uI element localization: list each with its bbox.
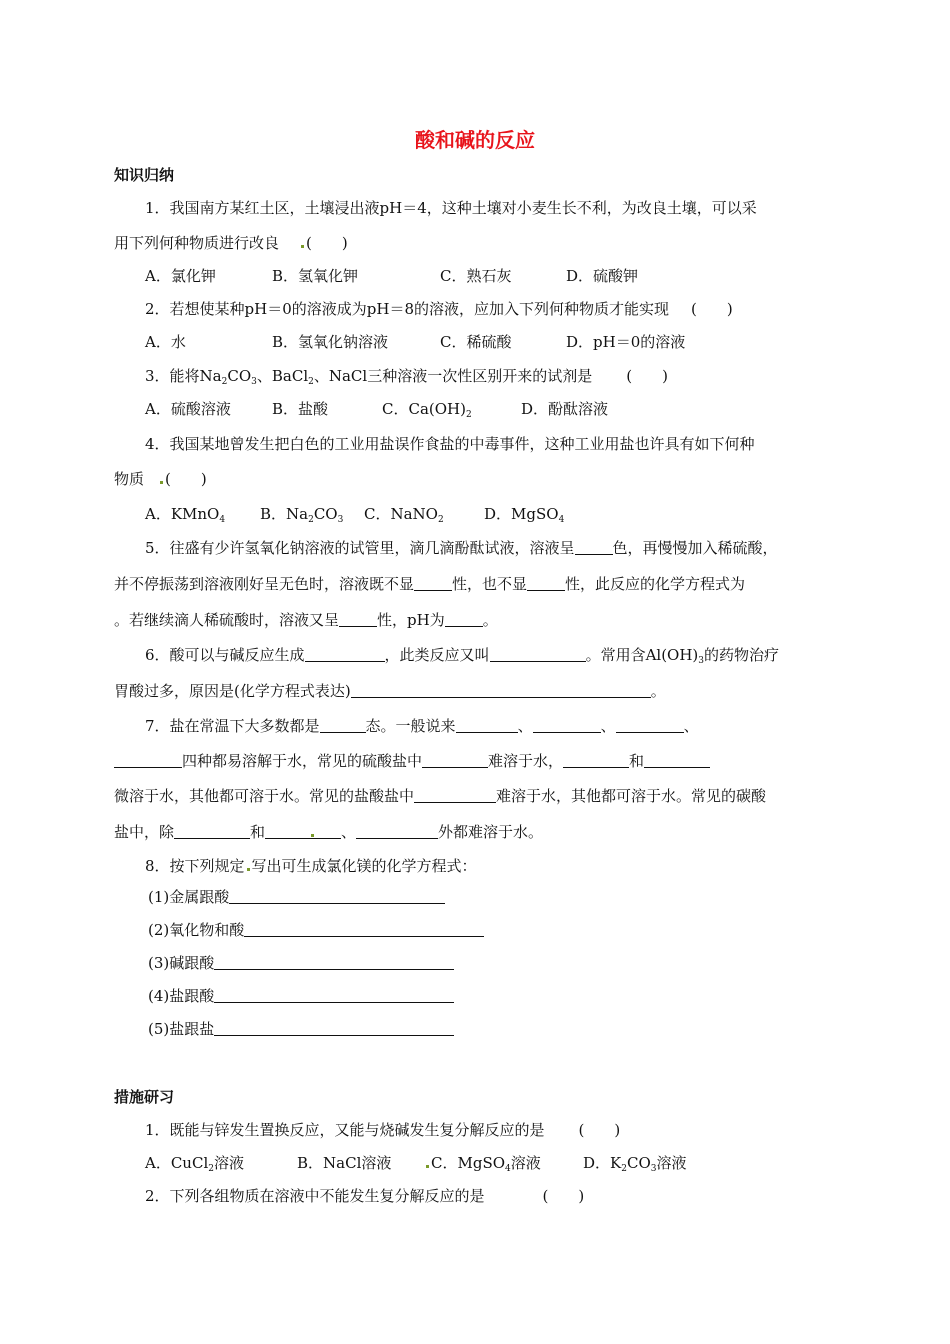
q7-blank-chloride-insoluble[interactable]: [414, 786, 496, 803]
q7-blank-state[interactable]: [320, 716, 366, 733]
q3-answer-paren[interactable]: ( ): [626, 367, 668, 385]
q8-item-2: (2)氧化物和酸: [148, 920, 484, 940]
q5-line-1: 5．往盛有少许氢氧化钠溶液的试管里，滴几滴酚酞试液，溶液呈 色，再慢慢加入稀硫酸，: [145, 539, 778, 557]
q8-blank-4[interactable]: [214, 986, 454, 1003]
section-heading-knowledge: 知识归纳: [114, 166, 175, 184]
p1-stem: 1．既能与锌发生置换反应，又能与烧碱发生复分解反应的是 ( ): [145, 1121, 621, 1139]
q6-blank-reaction-type[interactable]: [490, 645, 586, 662]
q5-blank-nature-2[interactable]: [527, 574, 565, 591]
section-heading-practice: 措施研习: [114, 1088, 175, 1106]
q5-blank-color[interactable]: [575, 538, 613, 555]
q8-item-1: (1)金属跟酸: [148, 887, 445, 907]
q7-blank-sulfate-slight-2[interactable]: [644, 751, 710, 768]
q4-answer-paren[interactable]: ( ): [165, 470, 207, 488]
q6-blank-equation[interactable]: [351, 681, 651, 698]
q7-blank-carbonate-2[interactable]: [265, 822, 341, 839]
q2-answer-paren[interactable]: ( ): [691, 300, 733, 318]
q7-line-3: 微溶于水，其他都可溶于水。常见的盐酸盐中 难溶于水，其他都可溶于水。常见的碳酸: [114, 787, 767, 805]
q3-option-c[interactable]: C．$Ca(OH)_2$: [382, 400, 472, 420]
q4-option-c[interactable]: C．NaNO$_2$: [364, 505, 444, 525]
p2-answer-paren[interactable]: ( ): [542, 1187, 585, 1205]
q3-stem: 3．能将$Na_2CO_3$、BaCl$_2$、NaCl三种溶液一次性区别开来的试剂是 ( ): [145, 367, 668, 387]
p1-option-d[interactable]: D．$K_2CO_3$溶液: [583, 1154, 687, 1174]
q5-blank-nature-3[interactable]: [339, 610, 377, 627]
q5-line-2: 并不停振荡到溶液刚好呈无色时，溶液既不显 性，也不显 性，此反应的化学方程式为: [114, 575, 746, 593]
q7-blank-soluble-2[interactable]: [533, 716, 601, 733]
q4-option-b[interactable]: B．$Na_2CO_3$: [260, 505, 344, 525]
q7-blank-carbonate-1[interactable]: [174, 822, 250, 839]
p2-stem: 2．下列各组物质在溶液中不能发生复分解反应的是 ( ): [145, 1187, 585, 1205]
q7-blank-soluble-1[interactable]: [456, 716, 518, 733]
q4-stem-cont: 物质 ( ): [114, 470, 207, 488]
q8-blank-5[interactable]: [214, 1019, 454, 1036]
q2-option-b[interactable]: B．氢氧化钠溶液: [272, 333, 389, 351]
q3-option-d[interactable]: D．酚酞溶液: [521, 400, 609, 418]
q7-blank-soluble-4[interactable]: [114, 751, 182, 768]
q1-option-d[interactable]: D．硫酸钾: [566, 267, 639, 285]
q2-option-a[interactable]: A．水: [145, 333, 186, 351]
q4-mark: [160, 481, 163, 484]
q1-option-b[interactable]: B．氢氧化钾: [272, 267, 359, 285]
q7-line-1: 7．盐在常温下大多数都是 态。一般说来 、 、 、: [145, 717, 699, 735]
q4-stem: 4．我国某地曾发生把白色的工业用盐误作食盐的中毒事件，这种工业用盐也许具有如下何种: [145, 435, 755, 453]
q8-stem: 8．按下列规定 写出可生成氯化镁的化学方程式：: [145, 857, 477, 875]
q8-mark: [247, 868, 250, 871]
q2-option-d[interactable]: D．pH＝0的溶液: [566, 333, 686, 351]
q8-item-3: (3)碱跟酸: [148, 953, 454, 973]
p1-mark: [426, 1165, 429, 1168]
q8-blank-2[interactable]: [244, 920, 484, 937]
q4-option-d[interactable]: D．MgSO$_4$: [484, 505, 565, 525]
q5-line-3: 。若继续滴人稀硫酸时，溶液又呈 性，pH为 。: [114, 611, 498, 629]
q3-option-a[interactable]: A．硫酸溶液: [145, 400, 231, 418]
q8-blank-3[interactable]: [214, 953, 454, 970]
q1-stem-cont: 用下列何种物质进行改良 ( ): [114, 234, 348, 252]
page-title: 酸和碱的反应: [415, 128, 535, 152]
p1-answer-paren[interactable]: ( ): [578, 1121, 621, 1139]
q5-blank-ph[interactable]: [445, 610, 483, 627]
q1-mark: [301, 245, 304, 248]
q2-option-c[interactable]: C．稀硫酸: [440, 333, 512, 351]
q6-blank-product[interactable]: [305, 645, 385, 662]
p1-option-a[interactable]: A．CuCl$_2$溶液: [145, 1154, 244, 1174]
q7-blank-sulfate-slight-1[interactable]: [563, 751, 629, 768]
q5-blank-nature-1[interactable]: [414, 574, 452, 591]
q8-item-5: (5)盐跟盐: [148, 1019, 454, 1039]
p1-option-c[interactable]: C．MgSO$_4$溶液: [424, 1153, 541, 1173]
q1-stem: 1．我国南方某红土区，土壤浸出液pH＝4，这种土壤对小麦生长不利，为改良土壤，可以采: [145, 199, 757, 217]
q6-line-2: 胃酸过多，原因是(化学方程式表达) 。: [114, 682, 666, 700]
p1-option-b[interactable]: B．NaCl溶液: [297, 1154, 392, 1172]
q4-option-a[interactable]: A．KMnO$_4$: [145, 505, 226, 525]
q3-option-b[interactable]: B．盐酸: [272, 400, 329, 418]
q2-stem: 2．若想使某种pH＝0的溶液成为pH＝8的溶液，应加入下列何种物质才能实现 ( ): [145, 300, 733, 318]
q8-item-4: (4)盐跟酸: [148, 986, 454, 1006]
q7-line-4: 盐中，除 和 、 外都难溶于水。: [114, 823, 544, 841]
q1-answer-paren[interactable]: ( ): [306, 234, 348, 252]
q6-line-1: 6．酸可以与碱反应生成 ，此类反应又叫 。常用含$Al(OH)_3$的药物治疗: [145, 646, 780, 666]
q8-blank-1[interactable]: [229, 887, 445, 904]
q7-mark: [311, 834, 314, 837]
q1-option-c[interactable]: C．熟石灰: [440, 267, 512, 285]
q7-blank-carbonate-3[interactable]: [356, 822, 438, 839]
q7-blank-soluble-3[interactable]: [616, 716, 684, 733]
q1-option-a[interactable]: A．氯化钾: [145, 267, 216, 285]
q7-line-2: 四种都易溶解于水，常见的硫酸盐中 难溶于水， 和: [114, 751, 710, 771]
q7-blank-sulfate-insoluble[interactable]: [422, 751, 488, 768]
